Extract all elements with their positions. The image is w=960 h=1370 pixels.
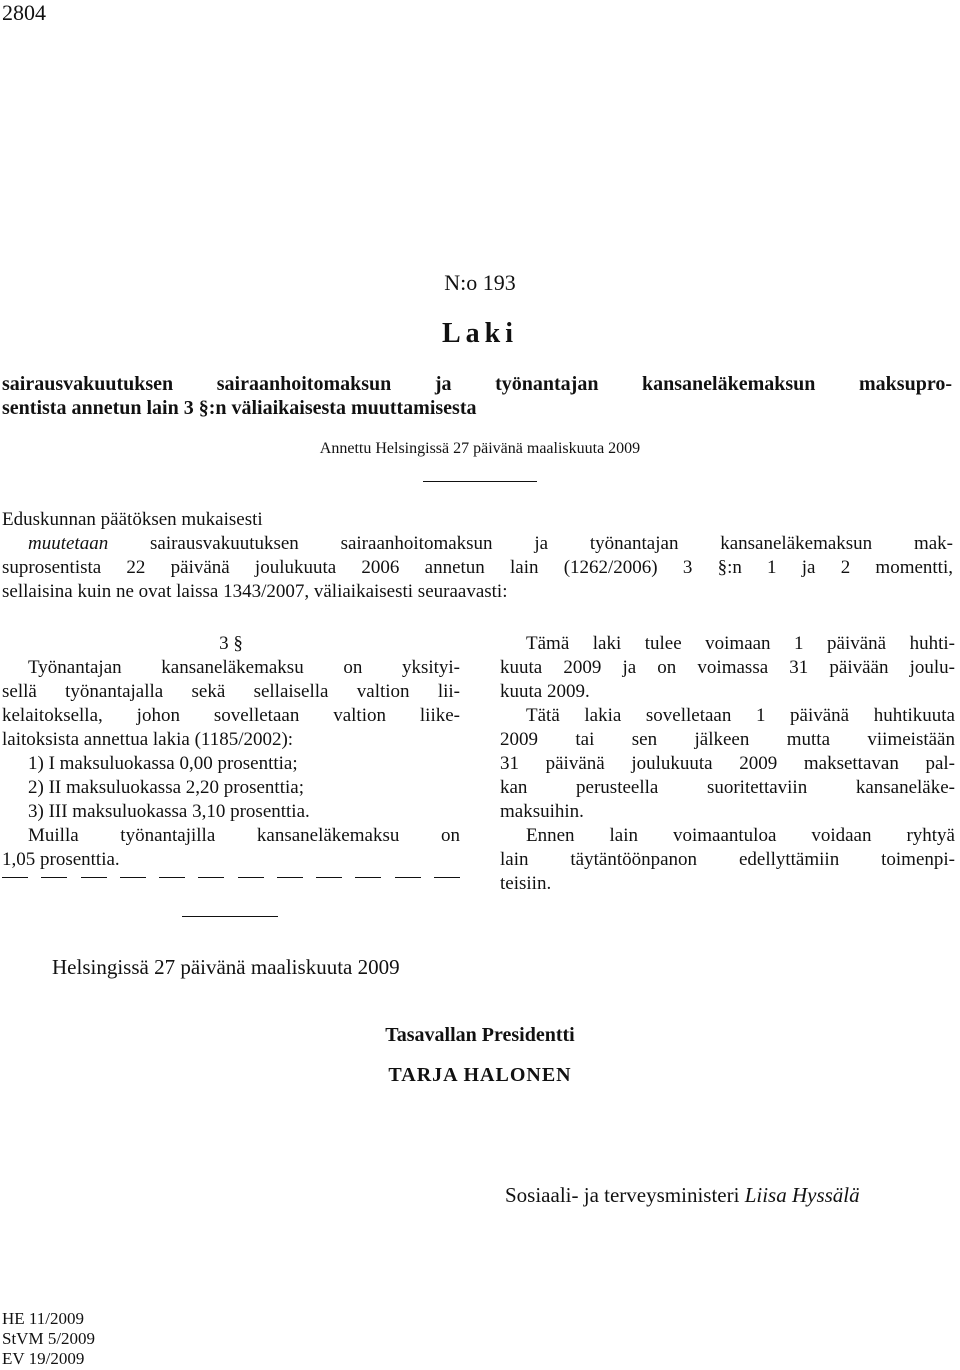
minister-signature [505,1183,860,1208]
intro-line [2,532,953,556]
dash [355,877,381,878]
section-line: 3) III maksuluokassa 3,10 prosenttia. [28,801,310,822]
right-line: lain täytäntöönpanon edellyttämiin toimenpi- [500,849,955,870]
section-line: Työnantajan kansaneläkemaksu on yksityi- [28,657,460,678]
right-line: Tätä lakia sovelletaan 1 päivänä huhtikuuta [526,705,955,726]
reference: EV 19/2009 [2,1349,85,1368]
reference: StVM 5/2009 [2,1329,96,1348]
section-line: laitoksista annettua lakia (1185/2002): [2,729,294,750]
right-line: kuuta 2009 ja on voimassa 31 päivään joulu- [500,657,955,678]
right-line: 31 päivänä joulukuuta 2009 maksettavan pal- [500,753,955,774]
dash [238,877,264,878]
dash [159,877,185,878]
divider [423,481,537,482]
right-line: kan perusteella suoritettaviin kansaneläke- [500,777,955,798]
references [2,1309,95,1369]
act-number: N:o 193 [444,270,516,295]
intro-lead: Eduskunnan päätöksen mukaisesti [2,509,263,530]
place-date: Helsingissä 27 päivänä maaliskuuta 2009 [52,955,400,979]
document-title: Laki [441,318,519,349]
right-line: kuuta 2009. [500,681,590,702]
minister-name: Liisa Hyssälä [744,1183,860,1207]
dash [2,877,28,878]
intro-line: suprosentista 22 päivänä joulukuuta 2006 annetun lain (1262/2006) 3 §:n 1 ja 2 momentti, [2,557,953,578]
president-name: TARJA HALONEN [388,1064,572,1086]
right-line: Ennen lain voimaantuloa voidaan ryhtyä [526,825,955,846]
intro-paragraph [2,508,953,604]
section-line: Muilla työnantajilla kansaneläkemaksu on [28,825,460,846]
section-line: 1,05 prosenttia. [2,849,120,870]
dash [120,877,146,878]
dash [316,877,342,878]
right-line: 2009 tai sen jälkeen mutta viimeistään [500,729,955,750]
section-column [2,632,460,872]
divider [182,916,278,917]
right-line: teisiin. [500,873,552,894]
given-date: Annettu Helsingissä 27 päivänä maaliskuuta 2009 [319,440,641,457]
president-title: Tasavallan Presidentti [385,1024,575,1046]
page-number: 2804 [2,0,46,25]
dash [277,877,303,878]
omission-dashes [2,877,460,878]
reference: HE 11/2009 [2,1309,85,1328]
intro-verb: muutetaan [28,533,109,554]
dash [198,877,224,878]
right-line: Tämä laki tulee voimaan 1 päivänä huhti- [526,633,955,654]
intro-line: sellaisina kuin ne ovat laissa 1343/2007, väliaikaisesti seuraavasti: [2,581,508,602]
section-line: kelaitoksella, johon sovelletaan valtion liike- [2,705,460,726]
dash [81,877,107,878]
document-subtitle [2,372,952,420]
dash [434,877,460,878]
dash [41,877,67,878]
entry-into-force-column [500,632,955,896]
section-line: 2) II maksuluokassa 2,20 prosenttia; [28,777,304,798]
intro-line-rest: sairausvakuutuksen sairaanhoitomaksun ja työnantajan kansaneläkemaksun mak- [108,533,953,554]
dash [395,877,421,878]
subtitle-line: sentista annetun lain 3 §:n väliaikaisesta muuttamisesta [2,397,477,419]
section-heading: 3 § [219,633,243,654]
minister-title: Sosiaali- ja terveysministeri [505,1183,745,1207]
right-line: maksuihin. [500,801,584,822]
subtitle-line: sairausvakuutuksen sairaanhoitomaksun ja työnantajan kansaneläkemaksun maksupro- [2,373,952,395]
section-line: sellä työnantajalla sekä sellaisella valtion lii- [2,681,460,702]
section-line: 1) I maksuluokassa 0,00 prosenttia; [28,753,298,774]
